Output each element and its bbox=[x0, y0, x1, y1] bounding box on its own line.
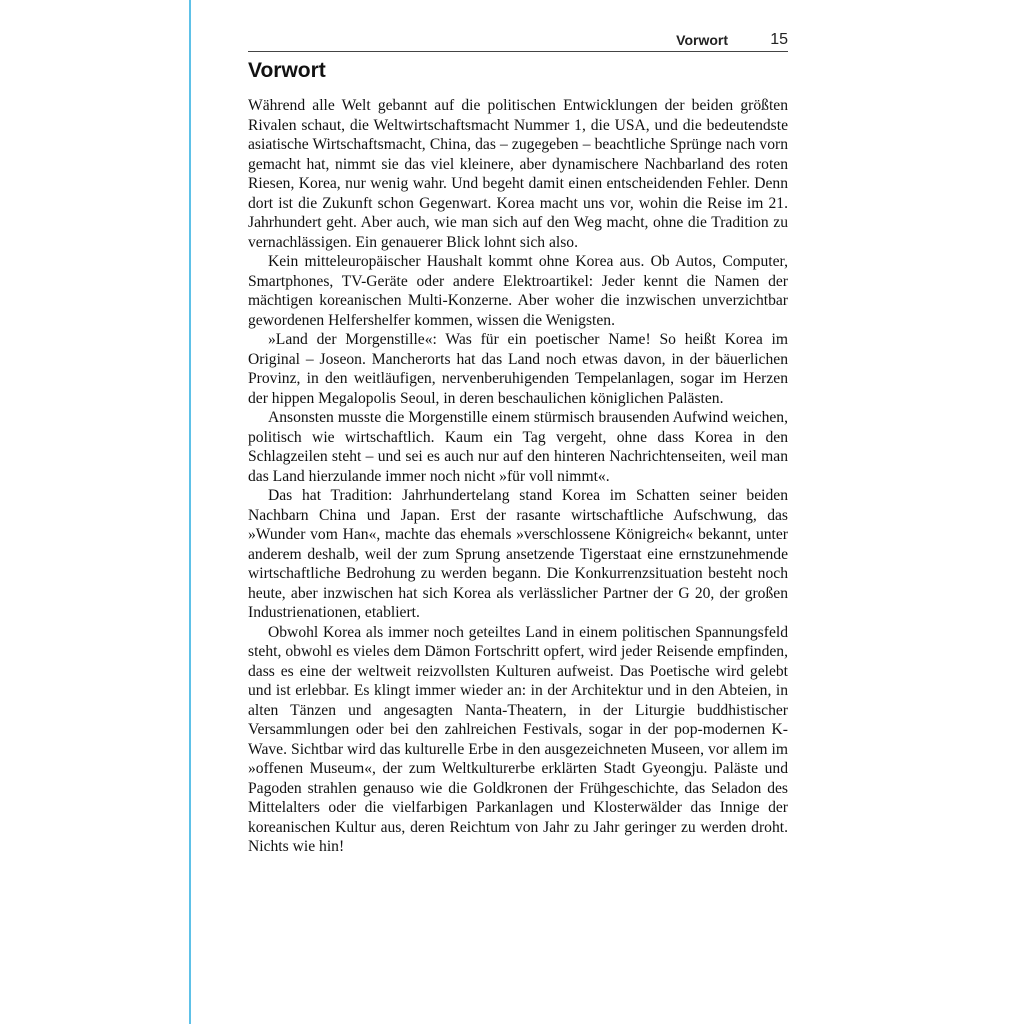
page-number: 15 bbox=[770, 31, 788, 48]
paragraph: Kein mitteleuropäischer Haushalt kommt ohne Korea aus. Ob Autos, Computer, Smartphones, TV-Geräte oder andere Elektroartikel: Jeder kennt die Namen der mächtigen koreanischen Multi-Konzerne. Aber woher die inzwischen unverzichtbar gewordenen Helfershelfer kommen, wissen die Wenigsten. bbox=[248, 253, 788, 329]
chapter-title: Vorwort bbox=[248, 59, 326, 82]
body-text bbox=[248, 96, 788, 857]
paragraph: »Land der Morgenstille«: Was für ein poetischer Name! So heißt Korea im Original – Joseon. Mancherorts hat das Land noch etwas davon, in der bäuerlichen Provinz, in den weitläufigen, nervenberuhigenden Tempelanlagen, sogar im Herzen der hippen Megalopolis Seoul, in deren beschaulichen königlichen Palästen. bbox=[248, 331, 788, 407]
paragraph: Ansonsten musste die Morgenstille einem stürmisch brausenden Aufwind weichen, politisch wie wirtschaftlich. Kaum ein Tag vergeht, ohne dass Korea in den Schlagzeilen steht – und sei es auch nur auf den hinteren Nachrichtenseiten, weil man das Land hierzulande immer noch nicht »für voll nimmt«. bbox=[248, 409, 788, 485]
paragraph: Während alle Welt gebannt auf die politischen Entwicklungen der beiden größten Rivalen schaut, die Weltwirtschaftsmacht Nummer 1, die USA, und die bedeutendste asiatische Wirtschaftsmacht, China, das – zugegeben – beachtliche Sprünge nach vorn gemacht hat, nimmt sie das viel kleinere, aber dynamischere Nachbarland des roten Riesen, Korea, nur wenig wahr. Und begeht damit einen entscheidenden Fehler. Denn dort ist die Zukunft schon Gegenwart. Korea macht uns vor, wohin die Reise im 21. Jahrhundert geht. Aber auch, wie man sich auf den Weg macht, ohne die Tradition zu vernachlässigen. Ein genauerer Blick lohnt sich also. bbox=[248, 97, 788, 251]
header-rule bbox=[248, 51, 788, 52]
paragraph: Das hat Tradition: Jahrhundertelang stand Korea im Schatten seiner beiden Nachbarn China und Japan. Erst der rasante wirtschaftliche Aufschwung, das »Wunder vom Han«, machte das ehemals »verschlossene Königreich« bekannt, unter anderem deshalb, weil der zum Sprung ansetzende Tigerstaat eine ernstzunehmende wirtschaftliche Bedrohung zu werden begann. Die Konkurrenzsituation besteht noch heute, aber inzwischen hat sich Korea als verlässlicher Partner der G 20, der großen Industrienationen, etabliert. bbox=[248, 487, 788, 621]
running-header bbox=[248, 31, 788, 51]
page-edge-line bbox=[189, 0, 191, 1024]
paragraph: Obwohl Korea als immer noch geteiltes Land in einem politischen Spannungsfeld steht, obwohl es vieles dem Dämon Fortschritt opfert, wird jeder Reisende empfinden, dass es eine der weltweit reizvollsten Kulturen aufweist. Das Poetische wird gelebt und ist erlebbar. Es klingt immer wieder an: in der Architektur und in den Abteien, in alten Tänzen und angesagten Nanta-Theatern, in der Liturgie buddhistischer Versammlungen oder bei den zahlreichen Festivals, sogar in der pop-modernen K-Wave. Sichtbar wird das kulturelle Erbe in den ausgezeichneten Museen, vor allem im »offenen Museum«, der zum Weltkulturerbe erklärten Stadt Gyeongju. Paläste und Pagoden strahlen genauso wie die Goldkronen der Frühgeschichte, das Seladon des Mittelalters oder die vielfarbigen Parkanlagen und Klosterwälder das Innige der koreanischen Kultur aus, deren Reichtum von Jahr zu Jahr geringer zu werden droht. Nichts wie hin! bbox=[248, 623, 788, 855]
running-header-title: Vorwort bbox=[676, 32, 728, 48]
